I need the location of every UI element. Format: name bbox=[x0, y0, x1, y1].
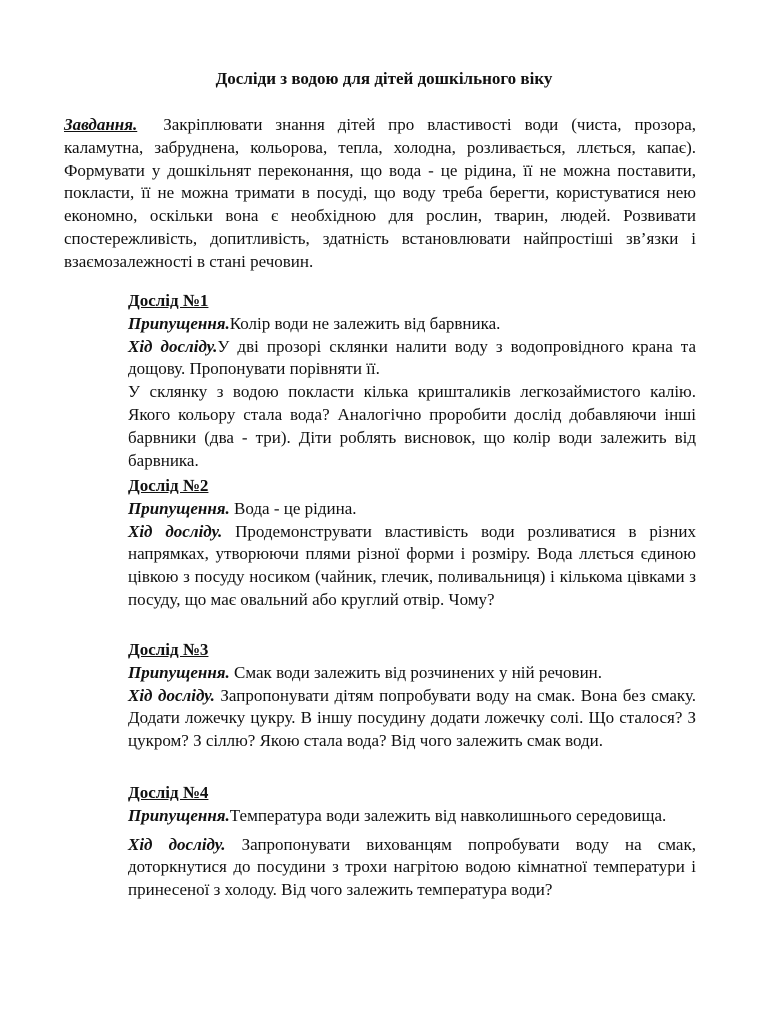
hypothesis-text: Вода - це рідина. bbox=[234, 498, 357, 518]
hypothesis-label: Припущення. bbox=[128, 313, 230, 333]
experiment-4-hypothesis bbox=[128, 805, 696, 828]
hypothesis-text: Температура води залежить від навколишнього середовища. bbox=[229, 805, 667, 825]
hypothesis-label: Припущення. bbox=[128, 662, 230, 682]
hypothesis-text: Смак води залежить від розчинених у ній речовин. bbox=[234, 662, 603, 682]
page-title: Досліди з водою для дітей дошкільного віку bbox=[215, 69, 553, 88]
experiment-3-hypothesis bbox=[128, 662, 696, 685]
task-paragraph bbox=[64, 114, 696, 274]
experiment-1 bbox=[128, 290, 696, 472]
experiment-2 bbox=[128, 475, 696, 612]
experiment-heading: Дослід №4 bbox=[128, 783, 209, 802]
procedure-label: Хід досліду. bbox=[128, 834, 226, 854]
experiment-2-heading bbox=[128, 475, 696, 498]
experiment-4-heading bbox=[128, 782, 696, 805]
procedure-label: Хід досліду. bbox=[128, 685, 215, 705]
experiment-heading: Дослід №1 bbox=[128, 291, 209, 310]
experiment-1-procedure bbox=[128, 336, 696, 382]
procedure-text: Продемонструвати властивість води розливатися в різних напрямках, утворюючи плями різної форми і розміру. Вода ллється єдиною цівкою з посуду носиком (чайник, глечик, поливальниця) і кількома цівками з посуду, що має овальний або круглий отвір. Чому? bbox=[128, 521, 696, 609]
experiment-3-procedure bbox=[128, 685, 696, 753]
experiment-1-heading bbox=[128, 290, 696, 313]
experiment-4-procedure bbox=[128, 834, 696, 902]
hypothesis-label: Припущення. bbox=[128, 498, 230, 518]
experiment-1-hypothesis bbox=[128, 313, 696, 336]
experiment-heading: Дослід №3 bbox=[128, 640, 209, 659]
experiment-3 bbox=[128, 639, 696, 753]
experiment-3-heading bbox=[128, 639, 696, 662]
procedure-label: Хід досліду. bbox=[128, 336, 218, 356]
experiment-2-hypothesis bbox=[128, 498, 696, 521]
experiment-2-procedure bbox=[128, 521, 696, 612]
procedure-text: Запропонувати вихованцям попробувати воду на смак, доторкнутися до посудини з трохи нагрітою водою кімнатної температури і принесеної з холоду. Від чого залежить температура води? bbox=[128, 834, 696, 900]
procedure-text: У дві прозорі склянки налити воду з водопровідного крана та дощову. Пропонувати порівняти її. bbox=[128, 336, 696, 379]
hypothesis-text: Колір води не залежить від барвника. bbox=[229, 313, 501, 333]
experiment-heading: Дослід №2 bbox=[128, 476, 209, 495]
procedure-label: Хід досліду. bbox=[128, 521, 223, 541]
task-label: Завдання. bbox=[64, 115, 138, 134]
experiment-1-extra: У склянку з водою покласти кілька кришталиків легкозаймистого калію. Якого кольору стала вода? Аналогічно проробити дослід добавляючи інші барвники (два - три). Діти роблять висновок, що колір води залежить від барвника. bbox=[128, 382, 696, 470]
experiment-4 bbox=[128, 782, 696, 902]
hypothesis-label: Припущення. bbox=[128, 805, 230, 825]
procedure-text: Запропонувати дітям попробувати воду на смак. Вона без смаку. Додати ложечку цукру. В іншу посудину додати ложечку солі. Що сталося? З цукром? З сіллю? Якою стала вода? Від чого залежить смак води. bbox=[128, 685, 696, 751]
task-text: Закріплювати знання дітей про властивості води (чиста, прозора, каламутна, забруднена, кольорова, тепла, холодна, розливається, ллється, капає). Формувати у дошкільнят переконання, що вода - це рідина, її не можна поставити, покласти, її не можна тримати в посуді, що воду треба берегти, користуватися нею економно, оскільки вона є необхідною для рослин, тварин, людей. Розвивати спостережливість, допитливість, здатність встановлювати найпростіші зв’язки і взаємозалежності в стані речовин. bbox=[64, 115, 697, 271]
